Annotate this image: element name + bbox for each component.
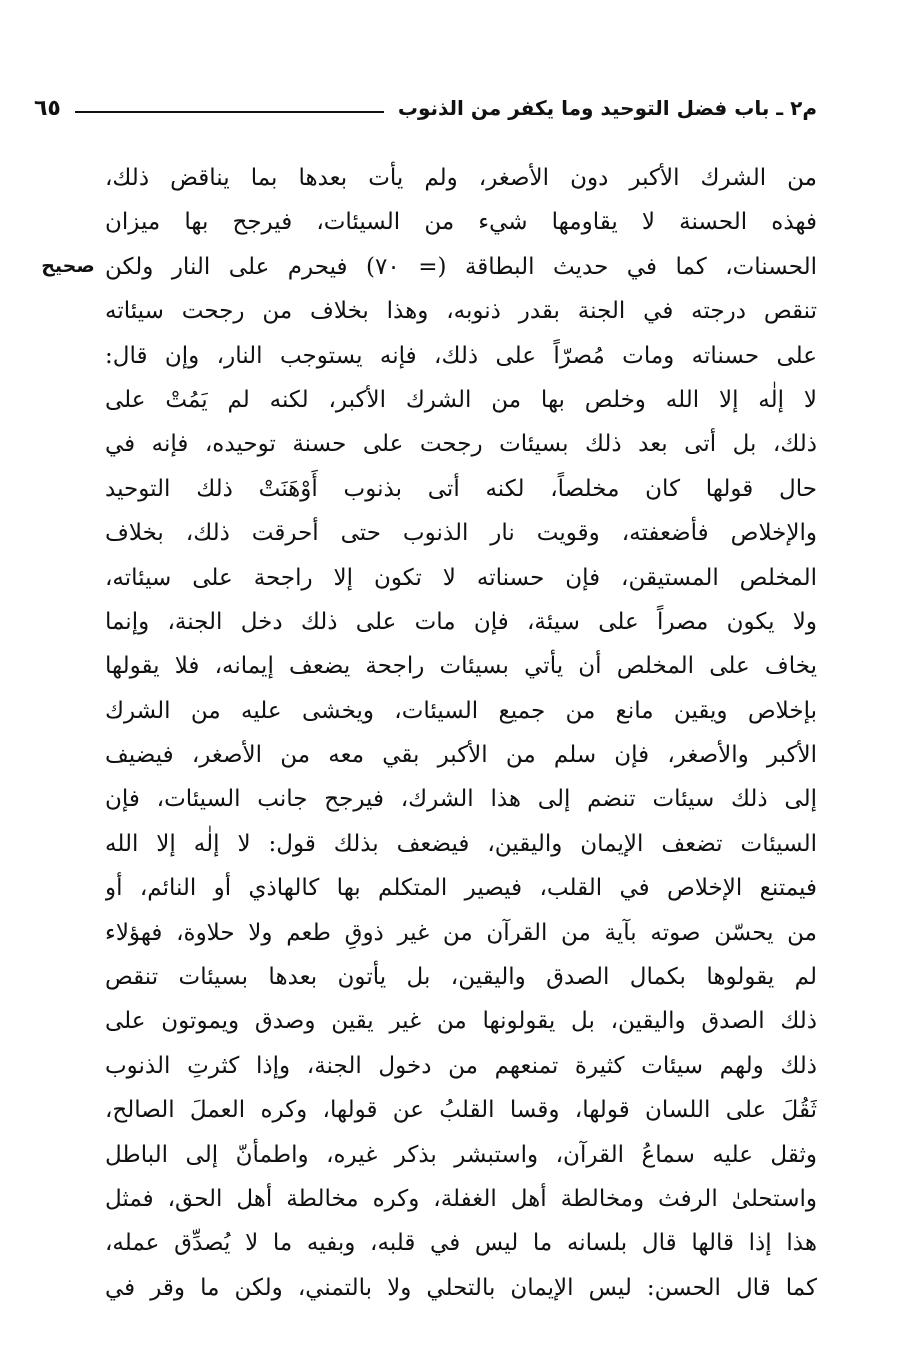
running-header (34, 88, 817, 128)
text-line: هذا إذا قالها قال بلسانه ما ليس في قلبه، وبفيه ما لا يُصدِّق عمله، (105, 1230, 817, 1257)
text-line: ذلك ولهم سيئات كثيرة تمنعهم من دخول الجنة، وإذا كثرتِ الذنوب (105, 1052, 817, 1079)
text-line: ذلك الصدق واليقين، بل يقولونها من غير يقين وصدق ويموتون على (105, 1008, 817, 1035)
text-line: كما قال الحسن: ليس الإيمان بالتحلي ولا بالتمني، ولكن ما وقر في (105, 1274, 817, 1301)
chapter-title: م٢ ـ باب فضل التوحيد وما يكفر من الذنوب (397, 96, 817, 120)
text-line: وثقل عليه سماعُ القرآن، واستبشر بذكر غيره، واطمأنّ إلى الباطل (105, 1141, 817, 1168)
text-line: لا إلٰه إلا الله وخلص بها من الشرك الأكبر، لكنه لم يَمُتْ على (105, 386, 817, 413)
text-line: المخلص المستيقن، فإن حسناته لا تكون إلا راجحة على سيئاته، (105, 564, 817, 591)
text-line: ذلك، بل أتى بعد ذلك بسيئات رجحت على حسنة توحيده، فإنه في (105, 431, 817, 458)
text-line: ولا يكون مصراً على سيئة، فإن مات على ذلك دخل الجنة، وإنما (105, 608, 817, 635)
body-text (105, 156, 817, 1310)
text-line: فهذه الحسنة لا يقاومها شيء من السيئات، فيرجح بها ميزان (105, 209, 817, 236)
text-line: السيئات تضعف الإيمان واليقين، فيضعف بذلك قول: لا إلٰه إلا الله (105, 830, 817, 857)
text-line: حال قولها كان مخلصاً، لكنه أتى بذنوب أَوْهَنَتْ ذلك التوحيد (105, 475, 817, 502)
margin-note-hadith-grade: صحيح (41, 255, 95, 277)
text-line: من الشرك الأكبر دون الأصغر، ولم يأت بعدها بما يناقض ذلك، (105, 165, 817, 191)
text-line: لم يقولوها بكمال الصدق واليقين، بل يأتون بعدها بسيئات تنقص (105, 964, 817, 991)
text-line: الحسنات، كما في حديث البطاقة (= ٧٠) فيحرم على النار ولكن (105, 253, 817, 280)
text-line: من يحسّن صوته بآية من القرآن من غير ذوقِ طعم ولا حلاوة، فهؤلاء (105, 919, 817, 946)
header-rule (75, 111, 384, 113)
text-line: الأكبر والأصغر، فإن سلم من الأكبر بقي معه من الأصغر، فيضيف (105, 742, 817, 769)
text-line: بإخلاص ويقين مانع من جميع السيئات، ويخشى عليه من الشرك (105, 697, 817, 724)
text-line: والإخلاص فأضعفته، وقويت نار الذنوب حتى أحرقت ذلك، بخلاف (105, 520, 817, 547)
text-line: تنقص درجته في الجنة بقدر ذنوبه، وهذا بخلاف من رجحت سيئاته (105, 298, 817, 325)
page-number: ٦٥ (34, 95, 61, 121)
text-line: واستحلىٰ الرفث ومخالطة أهل الغفلة، وكره مخالطة أهل الحق، فمثل (105, 1185, 817, 1212)
text-line: يخاف على المخلص أن يأتي بسيئات راجحة يضعف إيمانه، فلا يقولها (105, 653, 817, 680)
text-line: إلى ذلك سيئات تنضم إلى هذا الشرك، فيرجح جانب السيئات، فإن (105, 786, 817, 813)
text-line: ثَقُلَ على اللسان قولها، وقسا القلبُ عن قولها، وكره العملَ الصالح، (105, 1097, 817, 1124)
text-line: على حسناته ومات مُصرّاً على ذلك، فإنه يستوجب النار، وإن قال: (105, 342, 817, 369)
text-line: فيمتنع الإخلاص في القلب، فيصير المتكلم بها كالهاذي أو النائم، أو (105, 875, 817, 902)
